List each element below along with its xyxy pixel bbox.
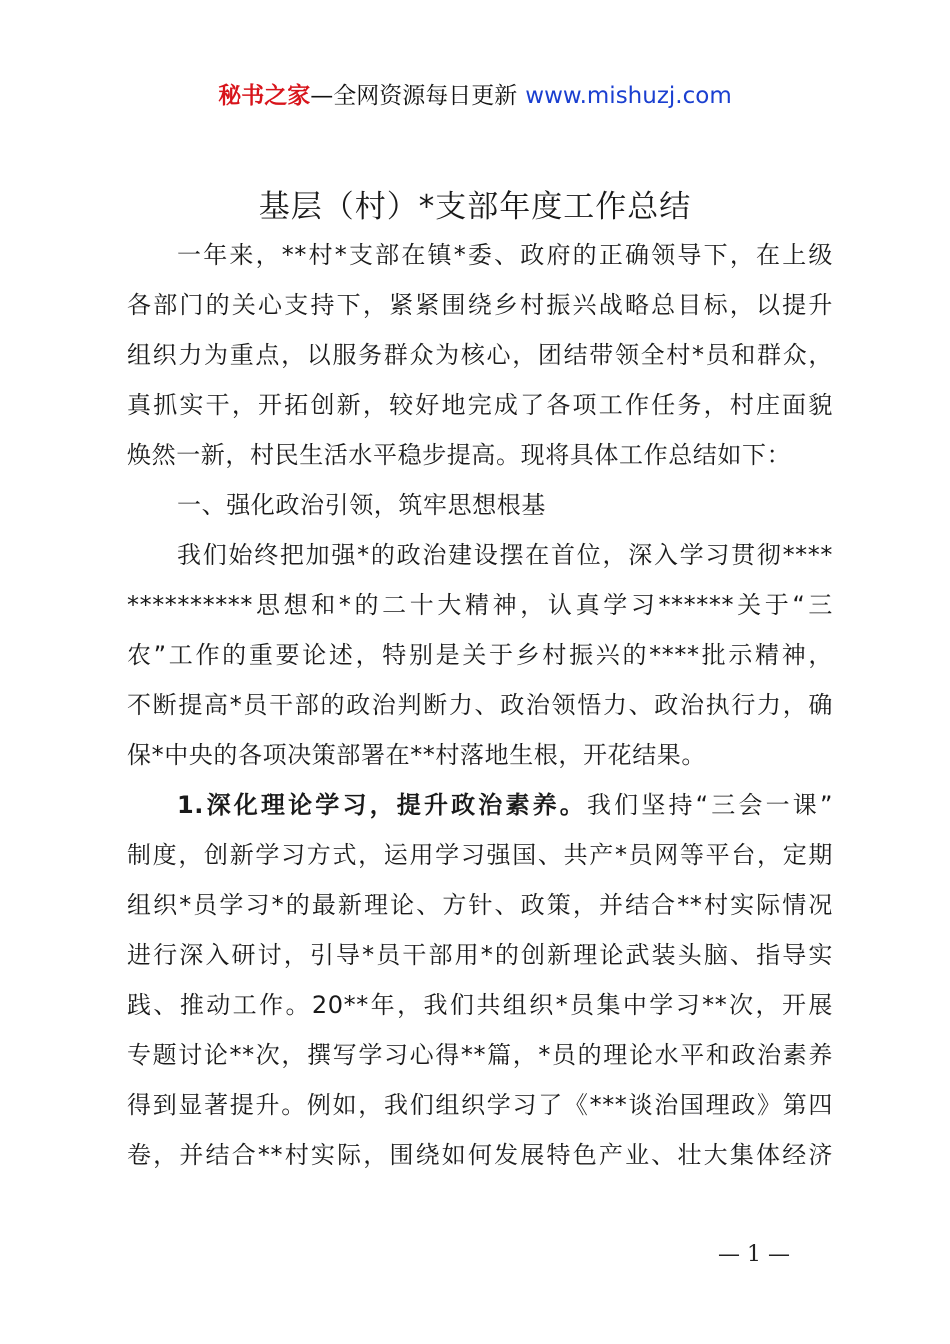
paragraph-line: 不断提高*员干部的政治判断力、政治领悟力、政治执行力，确	[127, 691, 833, 719]
subsection-heading: 1.深化理论学习，提升政治素养。	[177, 791, 587, 819]
paragraph-line: 卷，并结合**村实际，围绕如何发展特色产业、壮大集体经济	[127, 1141, 833, 1169]
site-tagline: —全网资源每日更新	[310, 83, 518, 109]
section-heading: 一、强化政治引领，筑牢思想根基	[177, 491, 546, 519]
paragraph-line: 焕然一新，村民生活水平稳步提高。现将具体工作总结如下：	[127, 441, 792, 469]
document-title: 基层（村）*支部年度工作总结	[258, 189, 692, 225]
subsection-text: 我们坚持“三会一课”	[586, 791, 833, 819]
paragraph-line: 真抓实干，开拓创新，较好地完成了各项工作任务，村庄面貌	[127, 391, 833, 419]
page-number: — 1 —	[718, 1242, 790, 1267]
paragraph-line: 专题讨论**次，撰写学习心得**篇，*员的理论水平和政治素养	[127, 1041, 833, 1069]
site-brand: 秘书之家	[218, 83, 311, 109]
paragraph-line: 制度，创新学习方式，运用学习强国、共产*员网等平台，定期	[127, 841, 833, 869]
paragraph-line: 我们始终把加强*的政治建设摆在首位，深入学习贯彻****	[177, 541, 833, 569]
paragraph-line: 一年来，**村*支部在镇*委、政府的正确领导下，在上级	[177, 241, 833, 269]
paragraph-line: 进行深入研讨，引导*员干部用*的创新理论武装头脑、指导实	[127, 941, 833, 969]
paragraph-line: 组织力为重点，以服务群众为核心，团结带领全村*员和群众，	[127, 341, 833, 369]
paragraph-line: 得到显著提升。例如，我们组织学习了《***谈治国理政》第四	[127, 1091, 833, 1119]
paragraph-line: 农”工作的重要论述，特别是关于乡村振兴的****批示精神，	[127, 641, 833, 669]
site-url-link[interactable]: www.mishuzj.com	[525, 83, 732, 109]
paragraph-line: **********思想和*的二十大精神，认真学习******关于“三	[127, 591, 833, 619]
site-banner	[0, 80, 950, 112]
subsection-line	[177, 784, 833, 826]
paragraph-line: 践、推动工作。20**年，我们共组织*员集中学习**次，开展	[127, 991, 833, 1019]
paragraph-line: 组织*员学习*的最新理论、方针、政策，并结合**村实际情况	[127, 891, 833, 919]
paragraph-line: 各部门的关心支持下，紧紧围绕乡村振兴战略总目标，以提升	[127, 291, 833, 319]
paragraph-line: 保*中央的各项决策部署在**村落地生根，开花结果。	[127, 741, 706, 769]
